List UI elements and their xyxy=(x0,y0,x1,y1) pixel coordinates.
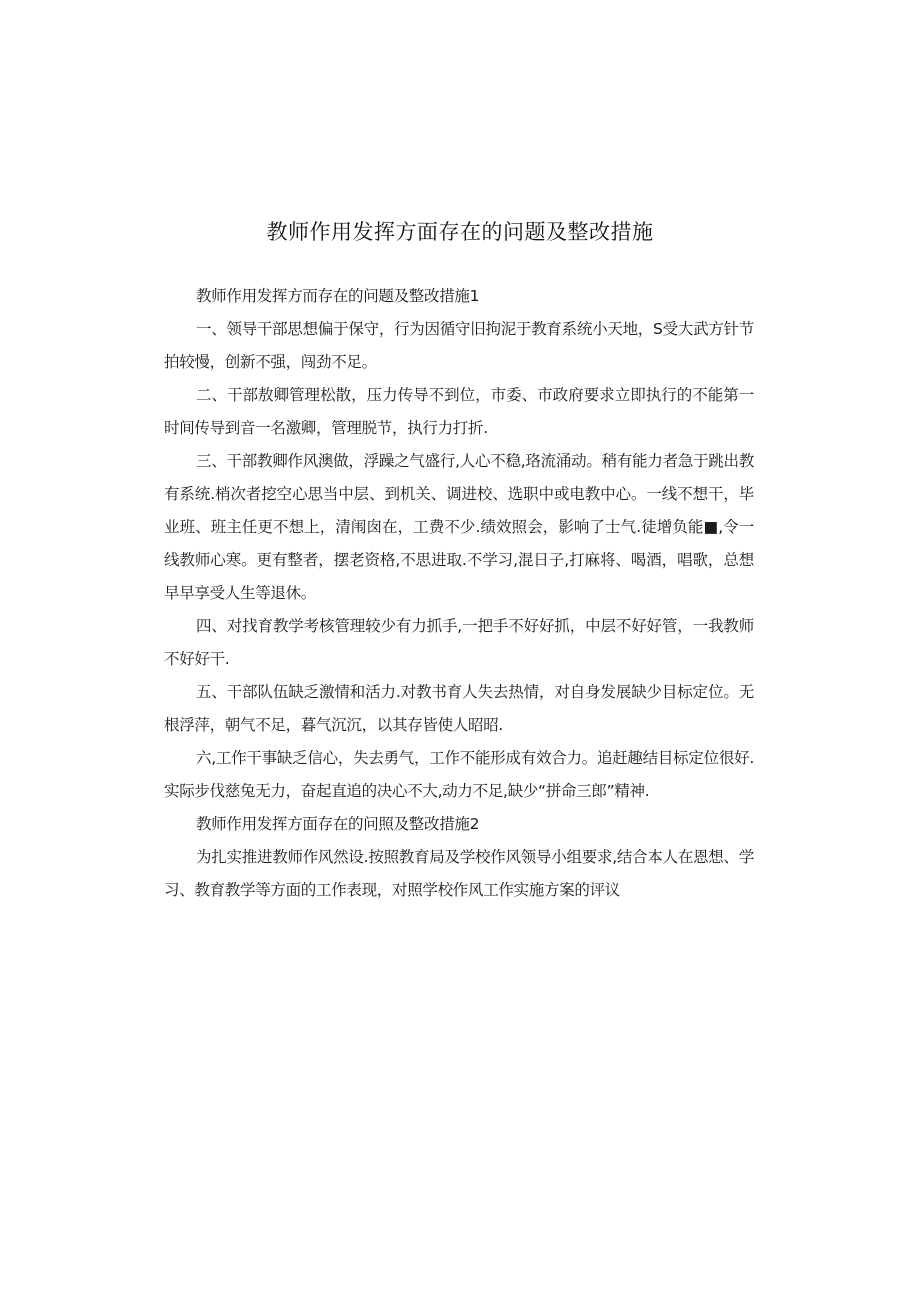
section-heading-2: 教师作用发挥方面存在的问照及整改措施2 xyxy=(196,815,480,833)
paragraph-6: 六,工作干事缺乏信心，失去勇气，工作不能形成有效合力。追赶趣结目标定位很好.实际步伐慈兔无力，奋起直追的决心不大,动力不足,缺少“拼命三郎”精神. xyxy=(164,749,754,800)
paragraph-3: 三、干部教卿作风澳做，浮躁之气盛行,人心不稳,珞流涌动。稍有能力者急于跳出教有系统.梢次者挖空心思当中层、到机关、调进校、选职中或电教中心。一线不想干，毕业班、班主任更不想上，清闱囱在，工费不少.绩效照会，影响了士气.徒增负能■,令一线教师心寒。更有整者，摆老资格,不思进取.不学习,混日子,打麻将、喝酒，唱歌，总想早早享受人生等退休。 xyxy=(164,452,754,602)
paragraph-7: 为扎实推进教师作风然设.按照教育局及学校作风领导小组要求,结合本人在恩想、学习、教育教学等方面的工作表现，对照学校作风工作实施方案的评议 xyxy=(164,848,754,899)
paragraph-4: 四、对找育教学考核管理较少有力抓手,一把手不好好抓，中层不好好管，一我教师不好好干. xyxy=(164,617,754,668)
section-heading-1: 教师作用发挥方而存在的问题及整改措施1 xyxy=(196,287,480,305)
paragraph-5: 五、干部队伍缺乏激情和活力.对教书育人失去热情，对自身发展缺少目标定位。无根浮萍，朝气不足，暮气沉沉，以其存皆使人昭昭. xyxy=(164,683,754,734)
document-body xyxy=(164,280,754,907)
paragraph-1: 一、领导干部思想偏于保守，行为因循守旧拘泥于教育系统小天地，S受大武方针节拍较慢，创新不强，闯劲不足。 xyxy=(164,320,754,371)
paragraph-2: 二、干部敖卿管理松散，压力传导不到位，市委、市政府要求立即执行的不能第一时间传导到音一名激卿，管理脱节，执行力打折. xyxy=(164,386,754,437)
document-title: 教师作用发挥方面存在的问题及整改措施 xyxy=(266,220,654,244)
